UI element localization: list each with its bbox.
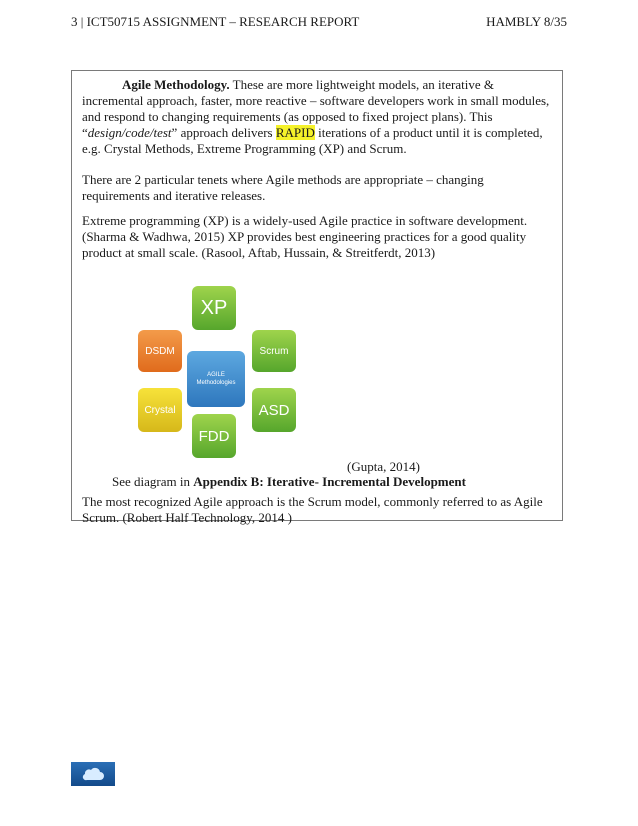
agile-methodologies-diagram <box>128 286 318 458</box>
cloud-icon <box>81 767 105 781</box>
node-scrum: Scrum <box>252 330 296 372</box>
node-xp: XP <box>192 286 236 330</box>
paragraph-text-a: These are more lightweight models, an iterative & incremental approach, faster, more reactive – software developers work in small modules, and respond to changing requirements (as opposed to fixed project plans). This “ <box>82 77 550 140</box>
page-header <box>71 14 567 30</box>
node-crystal: Crystal <box>138 388 182 432</box>
paragraph-text-c: iterations of a product until it is completed, e.g. Crystal Methods, Extreme Programming (XP) and Scrum. <box>82 125 543 156</box>
paragraph-agile-methodology <box>82 77 554 157</box>
node-agile-center <box>187 351 245 407</box>
paragraph-scrum: The most recognized Agile approach is the Scrum model, commonly referred to as Agile Scrum. (Robert Half Technology, 2014 ) <box>82 494 543 525</box>
header-page-number: HAMBLY 8/35 <box>486 14 567 29</box>
center-line-1: AGILE <box>207 372 225 378</box>
paragraph-italic: design/code/test <box>87 125 172 140</box>
highlighted-word: RAPID <box>275 125 315 140</box>
content-box <box>71 70 563 525</box>
center-line-2: Methodologies <box>196 380 236 386</box>
figure-caption: (Gupta, 2014) <box>347 459 420 474</box>
paragraph-text-b: ” approach delivers <box>171 125 276 140</box>
appendix-reference <box>112 474 466 490</box>
paragraph-tenets: There are 2 particular tenets where Agile methods are appropriate – changing requirements and iterative releases. <box>82 172 484 203</box>
node-asd: ASD <box>252 388 296 432</box>
paragraph-lead: Agile Methodology. <box>122 77 230 92</box>
footer-logo <box>71 762 115 786</box>
paragraph-extreme-programming: Extreme programming (XP) is a widely-used Agile practice in software development. (Sharma & Wadhwa, 2015) XP provides best engineering practices for a good quality product at small scale. (Rasool, Aftab, Hussain, & Streitferdt, 2013) <box>82 213 528 260</box>
header-title: 3 | ICT50715 ASSIGNMENT – RESEARCH REPORT <box>71 14 360 29</box>
appendix-reference-bold: Appendix B: Iterative- Incremental Development <box>193 474 466 489</box>
node-dsdm: DSDM <box>138 330 182 372</box>
appendix-reference-text: See diagram in <box>112 474 194 489</box>
node-fdd: FDD <box>192 414 236 458</box>
